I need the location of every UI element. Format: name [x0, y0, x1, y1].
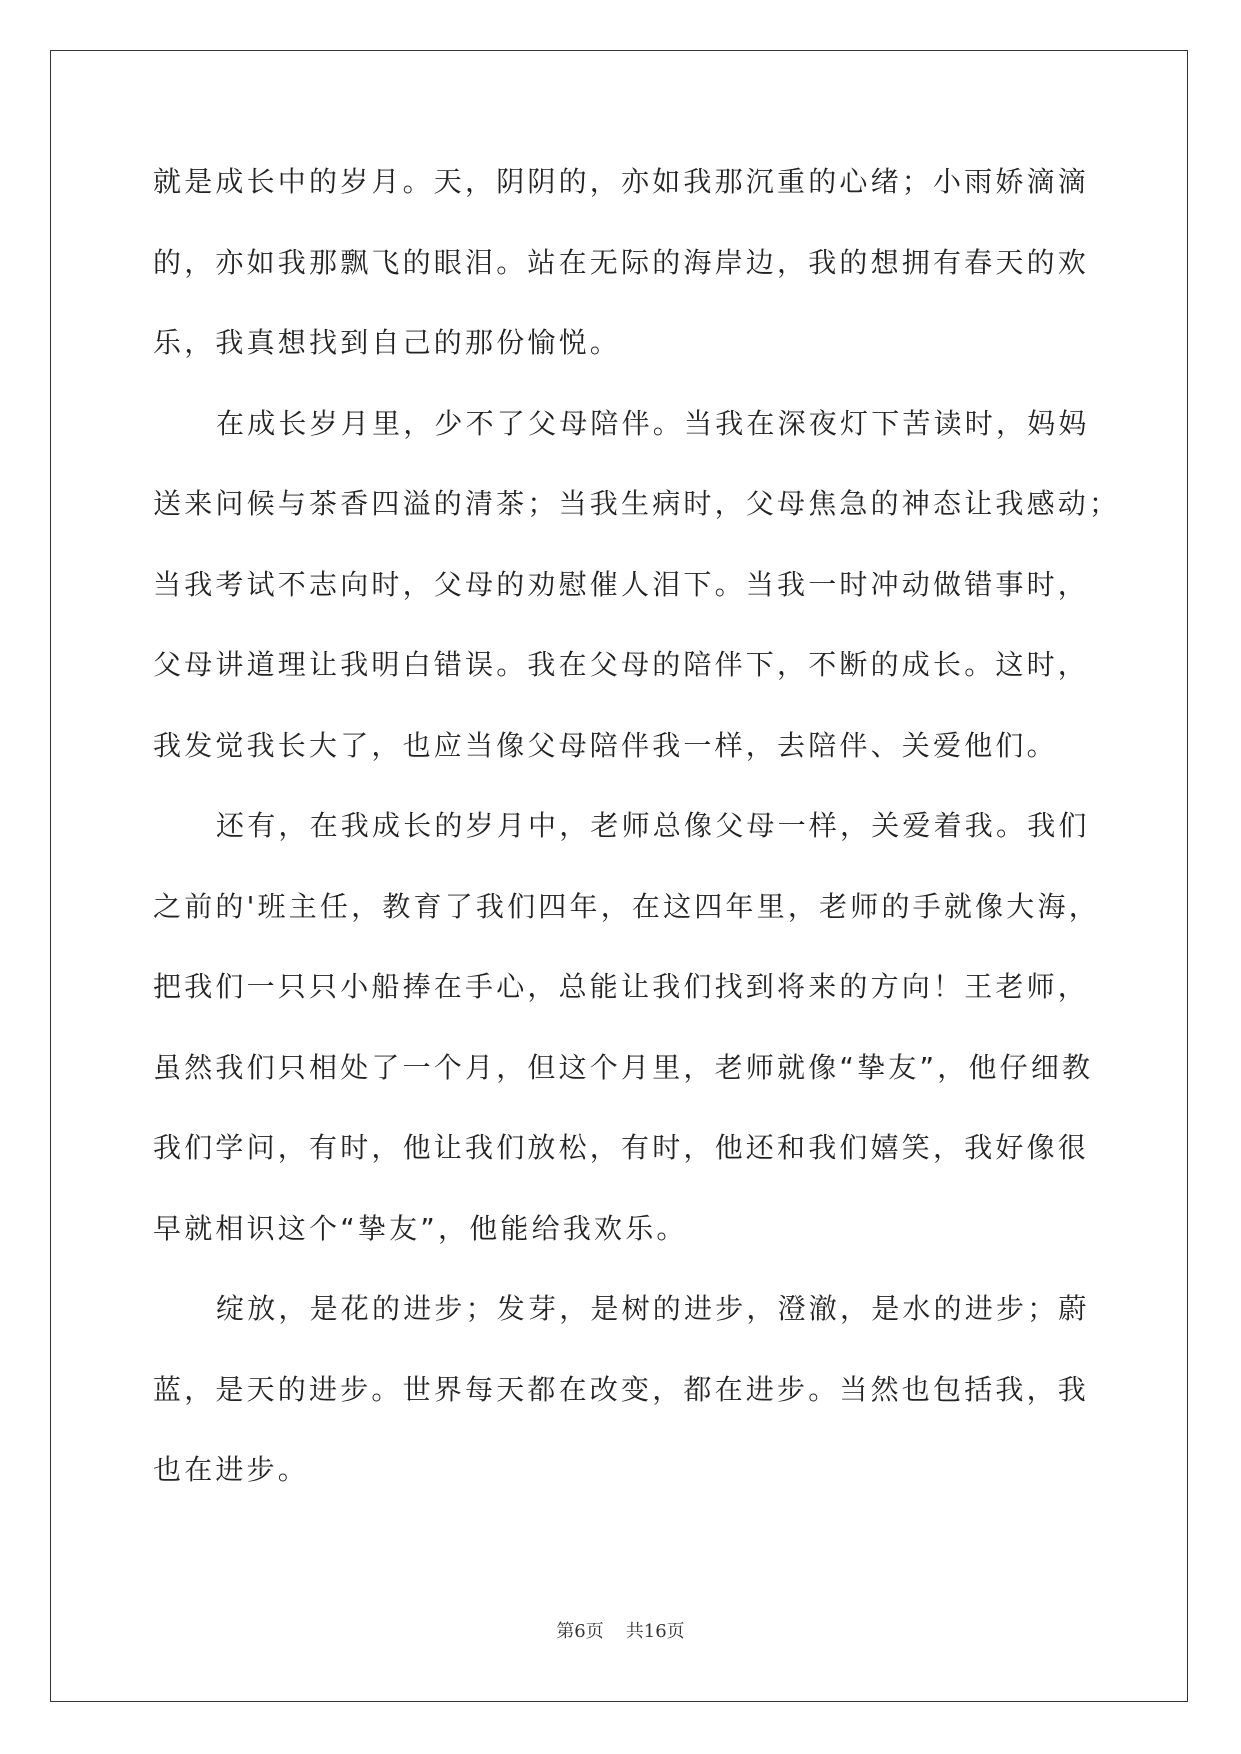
document-body — [153, 162, 1121, 1531]
text-line: 还有，在我成长的岁月中，老师总像父母一样，关爱着我。我们 — [216, 809, 1090, 842]
text-line: 在成长岁月里，少不了父母陪伴。当我在深夜灯下苦读时，妈妈 — [216, 406, 1090, 440]
text-line: 乐，我真想找到自己的那份愉悦。 — [153, 326, 622, 359]
text-line: 虽然我们只相处了一个月，但这个月里，老师就像“挚友”，他仔细教 — [153, 1050, 1094, 1084]
text-line: 把我们一只只小船捧在手心，总能让我们找到将来的方向！王老师， — [153, 970, 1090, 1003]
text-line: 的，亦如我那飘飞的眼泪。站在无际的海岸边，我的想拥有春天的欢 — [153, 245, 1090, 279]
page-number: 第6页 — [556, 1621, 604, 1642]
text-line: 我发觉我长大了，也应当像父母陪伴我一样，去陪伴、关爱他们。 — [153, 728, 1058, 762]
text-line: 也在进步。 — [153, 1453, 310, 1486]
text-line: 父母讲道理让我明白错误。我在父母的陪伴下，不断的成长。这时， — [153, 648, 1090, 681]
text-line: 送来问候与茶香四溢的清茶；当我生病时，父母焦急的神态让我感动； — [153, 487, 1121, 520]
text-line: 就是成长中的岁月。天，阴阴的，亦如我那沉重的心绪；小雨娇滴滴 — [153, 165, 1090, 198]
text-line: 我们学问，有时，他让我们放松，有时，他还和我们嬉笑，我好像很 — [153, 1131, 1090, 1164]
page-footer — [0, 1617, 1241, 1643]
text-line: 早就相识这个“挚友”，他能给我欢乐。 — [153, 1211, 688, 1245]
page-total: 共16页 — [625, 1621, 685, 1642]
text-line: 之前的'班主任，教育了我们四年，在这四年里，老师的手就像大海， — [153, 889, 1100, 923]
text-line: 当我考试不志向时，父母的劝慰催人泪下。当我一时冲动做错事时， — [153, 567, 1090, 601]
text-line: 绽放，是花的进步；发芽，是树的进步，澄澈，是水的进步；蔚 — [216, 1292, 1090, 1325]
text-line: 蓝，是天的进步。世界每天都在改变，都在进步。当然也包括我，我 — [153, 1372, 1090, 1406]
